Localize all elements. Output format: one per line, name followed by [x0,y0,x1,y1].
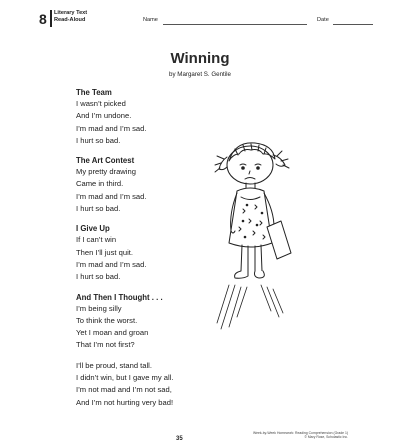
poem-line: Then I’ll just quit. [76,247,133,257]
date-field[interactable] [317,17,373,25]
poem-line: I’m mad and I’m sad. [76,259,147,269]
page-number: 8 [39,11,47,27]
stanza-title: The Team [76,88,112,97]
header-divider [50,10,52,27]
poem-line: I’m mad and I’m sad. [76,123,147,133]
poem-line: I wasn’t picked [76,99,126,108]
byline: by Margaret S. Gentile [169,71,231,78]
poem-line: I’m mad and I’m sad. [76,191,147,201]
poem-line: My pretty drawing [76,167,136,177]
poem-line: I’m not mad and I’m not sad, [76,385,172,395]
credit-line: Week-by-Week Homework: Reading Comprehension (Grade 1) [252,431,348,435]
poem-line: Came in third. [76,179,124,189]
poem-line: I hurt so bad. [76,272,121,282]
poem-line: That I’m not first? [76,340,135,350]
poem-line: I hurt so bad. [76,204,121,214]
stanza-title: The Art Contest [76,156,135,166]
footer-page-number: 35 [176,436,183,442]
stanza [76,155,226,215]
date-label: Date [317,17,329,23]
text-type-label-line1: Literary Text [54,10,88,16]
sad-girl-illustration [205,135,315,335]
poem-line: And I’m not hurting very bad! [76,397,174,407]
name-line [163,24,307,25]
poem-line: I hurt so bad. [76,135,121,145]
poem-line: If I can’t win [76,235,117,245]
poem-line: I’m being silly [76,303,122,313]
page-title: Winning [170,50,230,67]
stanza [76,223,226,283]
stanza [76,87,226,147]
poem-line: And I’m undone. [76,111,132,121]
poem-body [76,87,226,417]
stanza [76,360,226,409]
credit-line: © Mary Rose, Scholastic Inc. [304,435,348,440]
text-type-label-line2: Read-Aloud [54,17,86,23]
poem-line: To think the worst. [76,315,138,325]
poem-line: I’ll be proud, stand tall. [76,360,152,370]
stanza-title: I Give Up [76,224,110,234]
stanza [76,292,226,352]
stanza-title: And Then I Thought . . . [76,292,163,302]
poem-line: I didn’t win, but I gave my all. [76,373,174,383]
name-label: Name [143,17,158,23]
text-type-label [54,10,87,24]
name-field[interactable] [143,17,313,25]
date-line [333,24,373,25]
page-header [39,9,369,31]
poem-line: Yet I moan and groan [76,328,149,338]
copyright-credit [253,431,348,440]
